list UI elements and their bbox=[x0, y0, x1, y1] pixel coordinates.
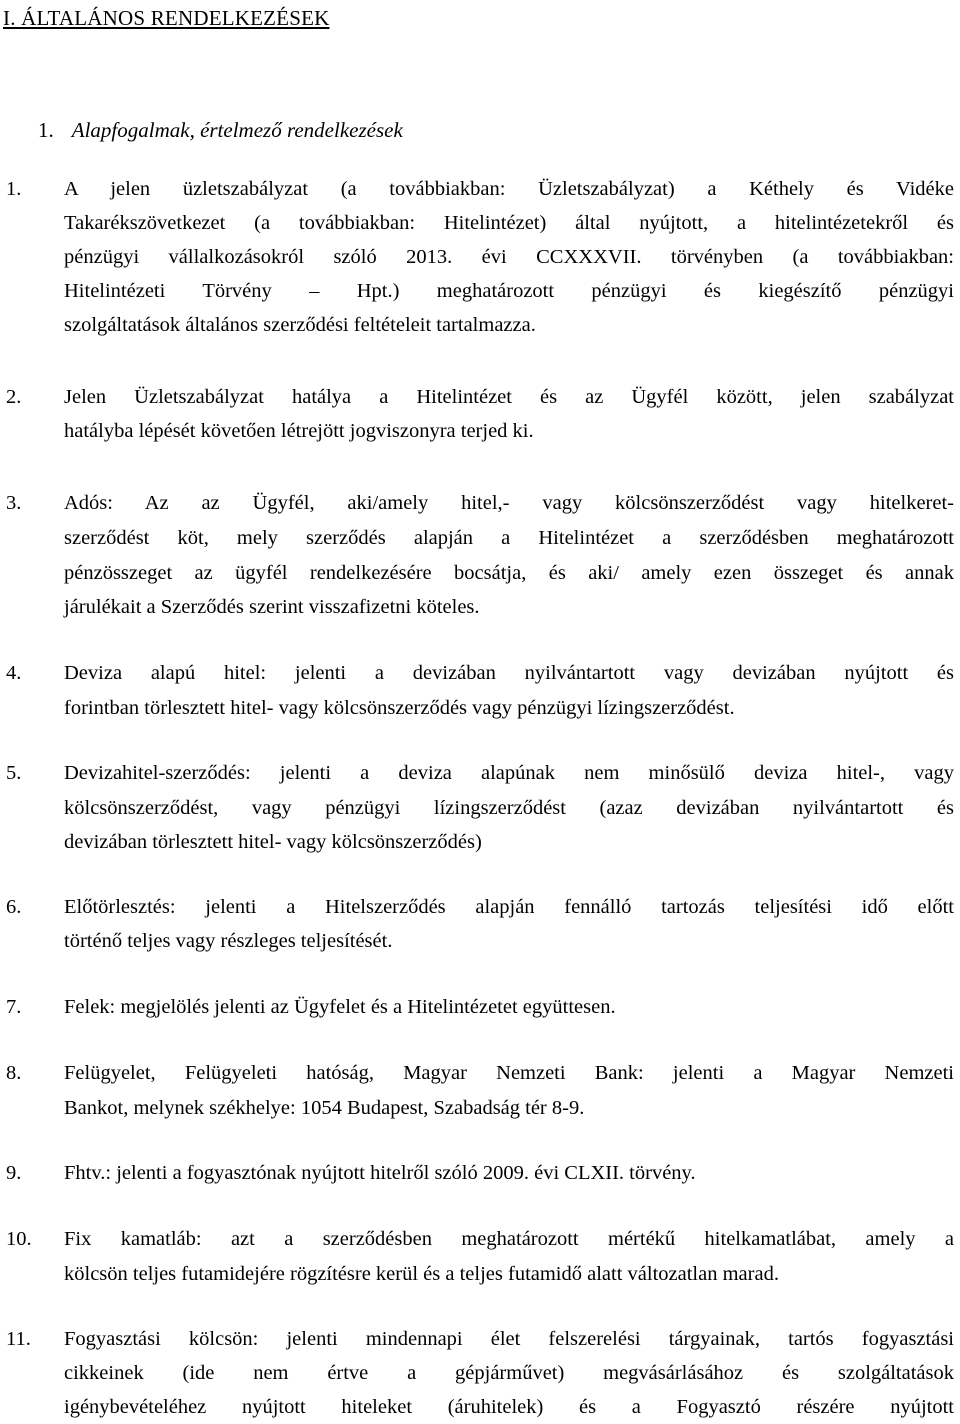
item-line: szerződést köt, mely szerződés alapján a Hitelintézet a szerződésben meghatározott bbox=[64, 527, 954, 549]
item-line: pénzügyi vállalkozásokról szóló 2013. évi CCXXXVII. törvényben (a továbbiakban: bbox=[64, 246, 954, 268]
item-number: 7. bbox=[6, 996, 22, 1018]
item-line: Hitelintézeti Törvény – Hpt.) meghatározott pénzügyi és kiegészítő pénzügyi bbox=[64, 280, 954, 302]
item-line: Felek: megjelölés jelenti az Ügyfelet és a Hitelintézetet együttesen. bbox=[64, 996, 616, 1018]
item-line: járulékait a Szerződés szerint visszafizetni köteles. bbox=[64, 596, 480, 618]
item-line: Fhtv.: jelenti a fogyasztónak nyújtott hitelről szóló 2009. évi CLXII. törvény. bbox=[64, 1162, 696, 1184]
item-number: 5. bbox=[6, 762, 22, 784]
item-line: pénzösszeget az ügyfél rendelkezésére bocsátja, és aki/ amely ezen összeget és annak bbox=[64, 562, 954, 584]
item-line: igénybevételéhez nyújtott hiteleket (áruhitelek) és a Fogyasztó részére nyújtott bbox=[64, 1396, 954, 1418]
item-line: A jelen üzletszabályzat (a továbbiakban: Üzletszabályzat) a Kéthely és Vidéke bbox=[64, 178, 954, 200]
item-line: devizában törlesztett hitel- vagy kölcsönszerződés) bbox=[64, 831, 482, 853]
item-line: cikkeinek (ide nem értve a gépjárművet) megvásárlásához és szolgáltatások bbox=[64, 1362, 954, 1384]
item-line: történő teljes vagy részleges teljesítését. bbox=[64, 930, 393, 952]
item-line: Devizahitel-szerződés: jelenti a deviza alapúnak nem minősülő deviza hitel-, vagy bbox=[64, 762, 954, 784]
item-line: Felügyelet, Felügyeleti hatóság, Magyar Nemzeti Bank: jelenti a Magyar Nemzeti bbox=[64, 1062, 954, 1084]
item-line: Fix kamatláb: azt a szerződésben meghatározott mértékű hitelkamatlábat, amely a bbox=[64, 1228, 954, 1250]
item-number: 2. bbox=[6, 386, 22, 408]
item-number: 4. bbox=[6, 662, 22, 684]
item-line: Jelen Üzletszabályzat hatálya a Hitelintézet és az Ügyfél között, jelen szabályzat bbox=[64, 386, 954, 408]
item-line: Deviza alapú hitel: jelenti a devizában nyilvántartott vagy devizában nyújtott és bbox=[64, 662, 954, 684]
item-line: forintban törlesztett hitel- vagy kölcsönszerződés vagy pénzügyi lízingszerződést. bbox=[64, 697, 735, 719]
item-line: Előtörlesztés: jelenti a Hitelszerződés alapján fennálló tartozás teljesítési idő előtt bbox=[64, 896, 954, 918]
item-line: hatályba lépését követően létrejött jogviszonyra terjed ki. bbox=[64, 420, 534, 442]
item-line: Takarékszövetkezet (a továbbiakban: Hitelintézet) által nyújtott, a hitelintézetekről és bbox=[64, 212, 954, 234]
item-number: 3. bbox=[6, 492, 22, 514]
item-number: 9. bbox=[6, 1162, 22, 1184]
item-number: 11. bbox=[6, 1328, 31, 1350]
item-line: Bankot, melynek székhelye: 1054 Budapest, Szabadság tér 8-9. bbox=[64, 1097, 585, 1119]
item-number: 1. bbox=[6, 178, 22, 200]
item-number: 10. bbox=[6, 1228, 32, 1250]
item-number: 8. bbox=[6, 1062, 22, 1084]
item-line: szolgáltatások általános szerződési feltételeit tartalmazza. bbox=[64, 314, 536, 336]
item-number: 6. bbox=[6, 896, 22, 918]
section-heading: I. ÁLTALÁNOS RENDELKEZÉSEK bbox=[3, 6, 330, 30]
subsection-title: Alapfogalmak, értelmező rendelkezések bbox=[71, 118, 403, 142]
subsection-number: 1. bbox=[38, 118, 54, 142]
item-line: kölcsönszerződést, vagy pénzügyi lízingszerződést (azaz devizában nyilvántartott és bbox=[64, 797, 954, 819]
item-line: Fogyasztási kölcsön: jelenti mindennapi élet felszerelési tárgyainak, tartós fogyasztási bbox=[64, 1328, 954, 1350]
subsection-heading bbox=[38, 116, 403, 144]
item-line: kölcsön teljes futamidejére rögzítésre kerül és a teljes futamidő alatt változatlan marad. bbox=[64, 1263, 779, 1285]
item-line: Adós: Az az Ügyfél, aki/amely hitel,- vagy kölcsönszerződést vagy hitelkeret- bbox=[64, 492, 954, 514]
